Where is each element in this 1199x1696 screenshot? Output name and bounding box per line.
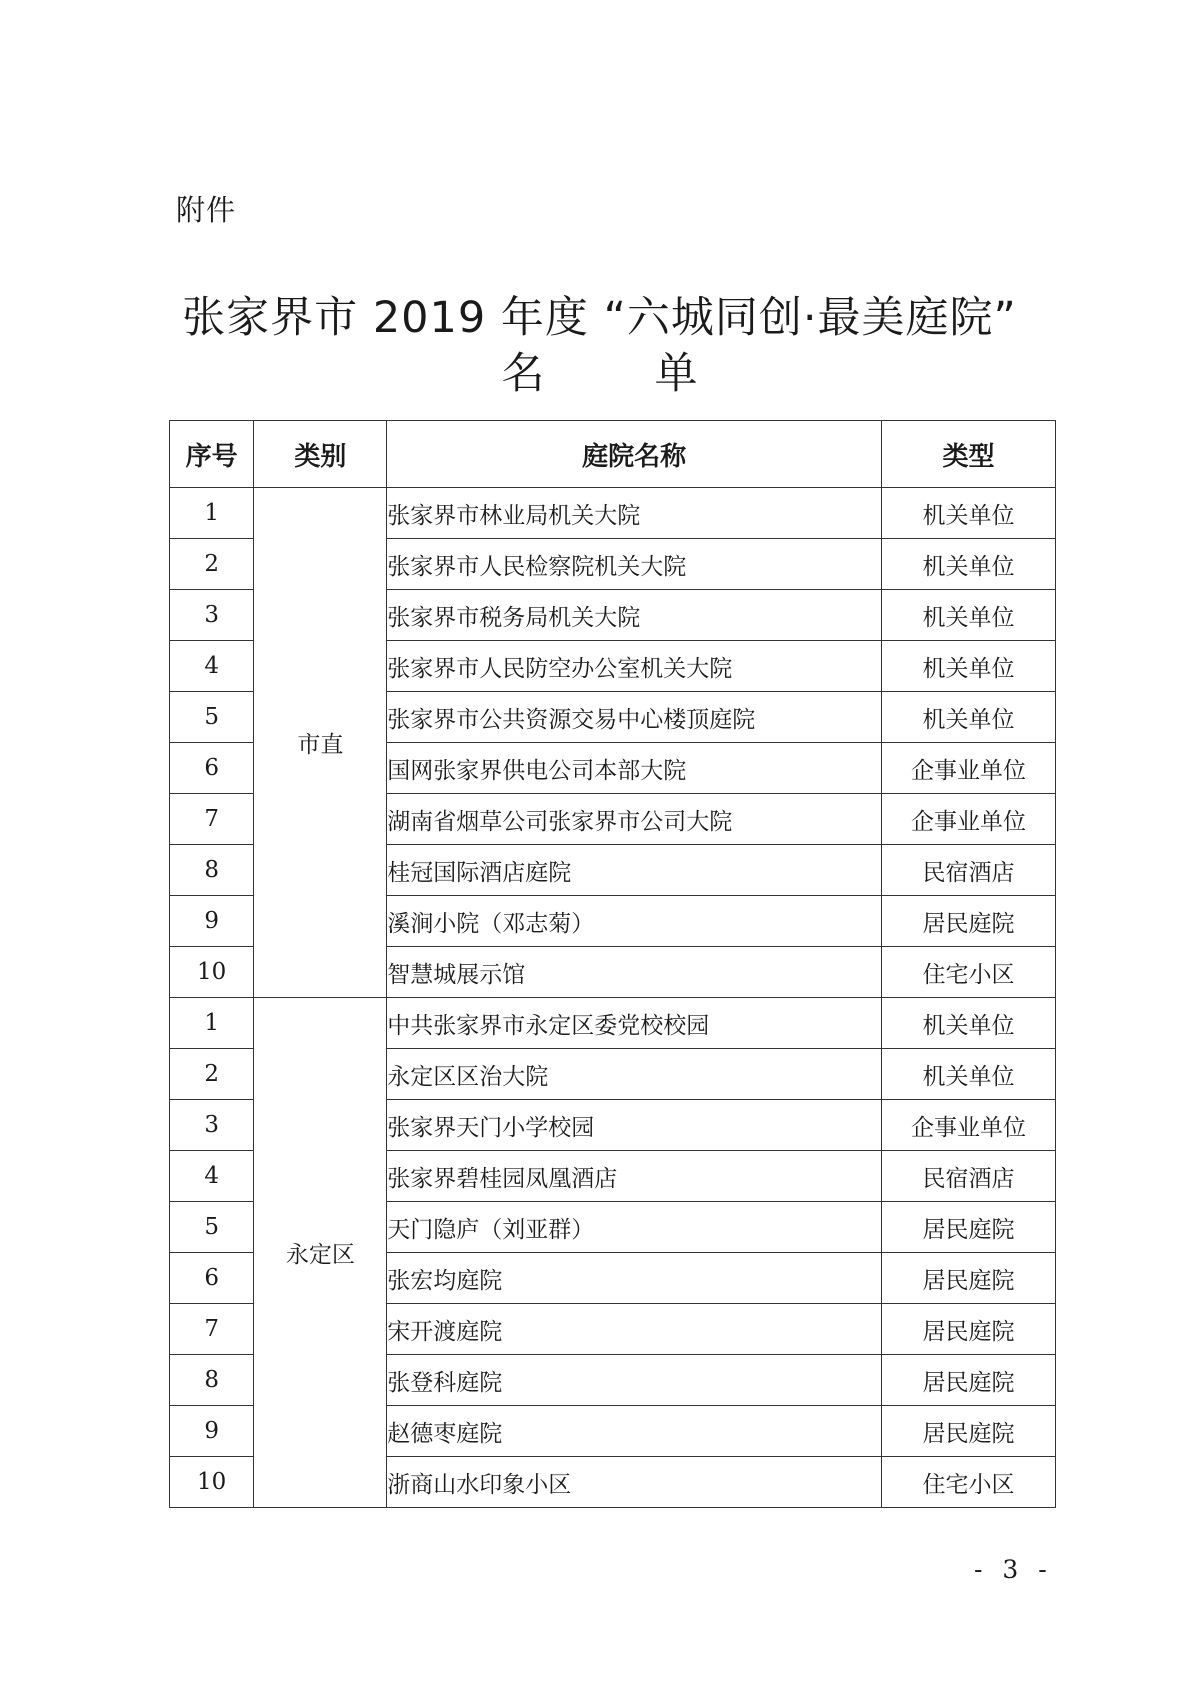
row-seq: 5 [170, 1202, 254, 1253]
row-seq: 9 [170, 1406, 254, 1457]
row-garden-name: 中共张家界市永定区委党校校园 [387, 998, 882, 1049]
row-seq: 4 [170, 641, 254, 692]
row-seq: 6 [170, 743, 254, 794]
row-seq: 7 [170, 1304, 254, 1355]
page-number: - 3 - [974, 1555, 1053, 1584]
row-garden-name: 张家界市人民检察院机关大院 [387, 539, 882, 590]
row-type: 居民庭院 [881, 896, 1055, 947]
row-garden-name: 天门隐庐（刘亚群） [387, 1202, 882, 1253]
row-garden-name: 赵德枣庭院 [387, 1406, 882, 1457]
row-garden-name: 永定区区治大院 [387, 1049, 882, 1100]
row-type: 居民庭院 [881, 1304, 1055, 1355]
row-seq: 9 [170, 896, 254, 947]
row-garden-name: 张家界天门小学校园 [387, 1100, 882, 1151]
row-garden-name: 智慧城展示馆 [387, 947, 882, 998]
row-seq: 4 [170, 1151, 254, 1202]
row-type: 民宿酒店 [881, 845, 1055, 896]
row-type: 机关单位 [881, 641, 1055, 692]
row-garden-name: 张家界市林业局机关大院 [387, 488, 882, 539]
row-garden-name: 国网张家界供电公司本部大院 [387, 743, 882, 794]
row-type: 机关单位 [881, 539, 1055, 590]
row-type: 居民庭院 [881, 1355, 1055, 1406]
row-type: 住宅小区 [881, 947, 1055, 998]
row-type: 机关单位 [881, 1049, 1055, 1100]
row-type: 居民庭院 [881, 1406, 1055, 1457]
row-seq: 8 [170, 845, 254, 896]
row-type: 民宿酒店 [881, 1151, 1055, 1202]
row-seq: 3 [170, 590, 254, 641]
group-category: 市直 [254, 488, 387, 998]
row-seq: 1 [170, 488, 254, 539]
table-row [170, 488, 1056, 539]
row-garden-name: 张家界市人民防空办公室机关大院 [387, 641, 882, 692]
row-garden-name: 宋开渡庭院 [387, 1304, 882, 1355]
row-type: 企事业单位 [881, 1100, 1055, 1151]
row-seq: 7 [170, 794, 254, 845]
row-seq: 5 [170, 692, 254, 743]
row-garden-name: 张家界市公共资源交易中心楼顶庭院 [387, 692, 882, 743]
row-seq: 10 [170, 947, 254, 998]
row-type: 机关单位 [881, 488, 1055, 539]
row-type: 机关单位 [881, 590, 1055, 641]
row-seq: 10 [170, 1457, 254, 1508]
row-type: 机关单位 [881, 998, 1055, 1049]
row-type: 居民庭院 [881, 1253, 1055, 1304]
page-title: 张家界市 2019 年度 “六城同创·最美庭院” [182, 293, 1017, 343]
row-garden-name: 桂冠国际酒店庭院 [387, 845, 882, 896]
row-type: 住宅小区 [881, 1457, 1055, 1508]
row-garden-name: 浙商山水印象小区 [387, 1457, 882, 1508]
row-type: 机关单位 [881, 692, 1055, 743]
table-row [170, 998, 1056, 1049]
header-seq: 序号 [170, 421, 254, 488]
header-type: 类型 [881, 421, 1055, 488]
row-garden-name: 张登科庭院 [387, 1355, 882, 1406]
page-subtitle: 名单 [501, 349, 808, 399]
row-seq: 8 [170, 1355, 254, 1406]
attachment-label: 附件 [176, 193, 237, 227]
row-type: 居民庭院 [881, 1202, 1055, 1253]
header-category: 类别 [254, 421, 387, 488]
row-seq: 2 [170, 539, 254, 590]
row-garden-name: 湖南省烟草公司张家界市公司大院 [387, 794, 882, 845]
row-type: 企事业单位 [881, 743, 1055, 794]
header-name: 庭院名称 [387, 421, 882, 488]
row-seq: 1 [170, 998, 254, 1049]
row-seq: 2 [170, 1049, 254, 1100]
row-garden-name: 溪涧小院（邓志菊） [387, 896, 882, 947]
row-garden-name: 张家界市税务局机关大院 [387, 590, 882, 641]
table-header-row [170, 421, 1056, 488]
group-category: 永定区 [254, 998, 387, 1508]
row-garden-name: 张宏均庭院 [387, 1253, 882, 1304]
row-garden-name: 张家界碧桂园凤凰酒店 [387, 1151, 882, 1202]
garden-list-table [169, 420, 1056, 1508]
row-seq: 3 [170, 1100, 254, 1151]
row-type: 企事业单位 [881, 794, 1055, 845]
table-body [170, 488, 1056, 1508]
row-seq: 6 [170, 1253, 254, 1304]
